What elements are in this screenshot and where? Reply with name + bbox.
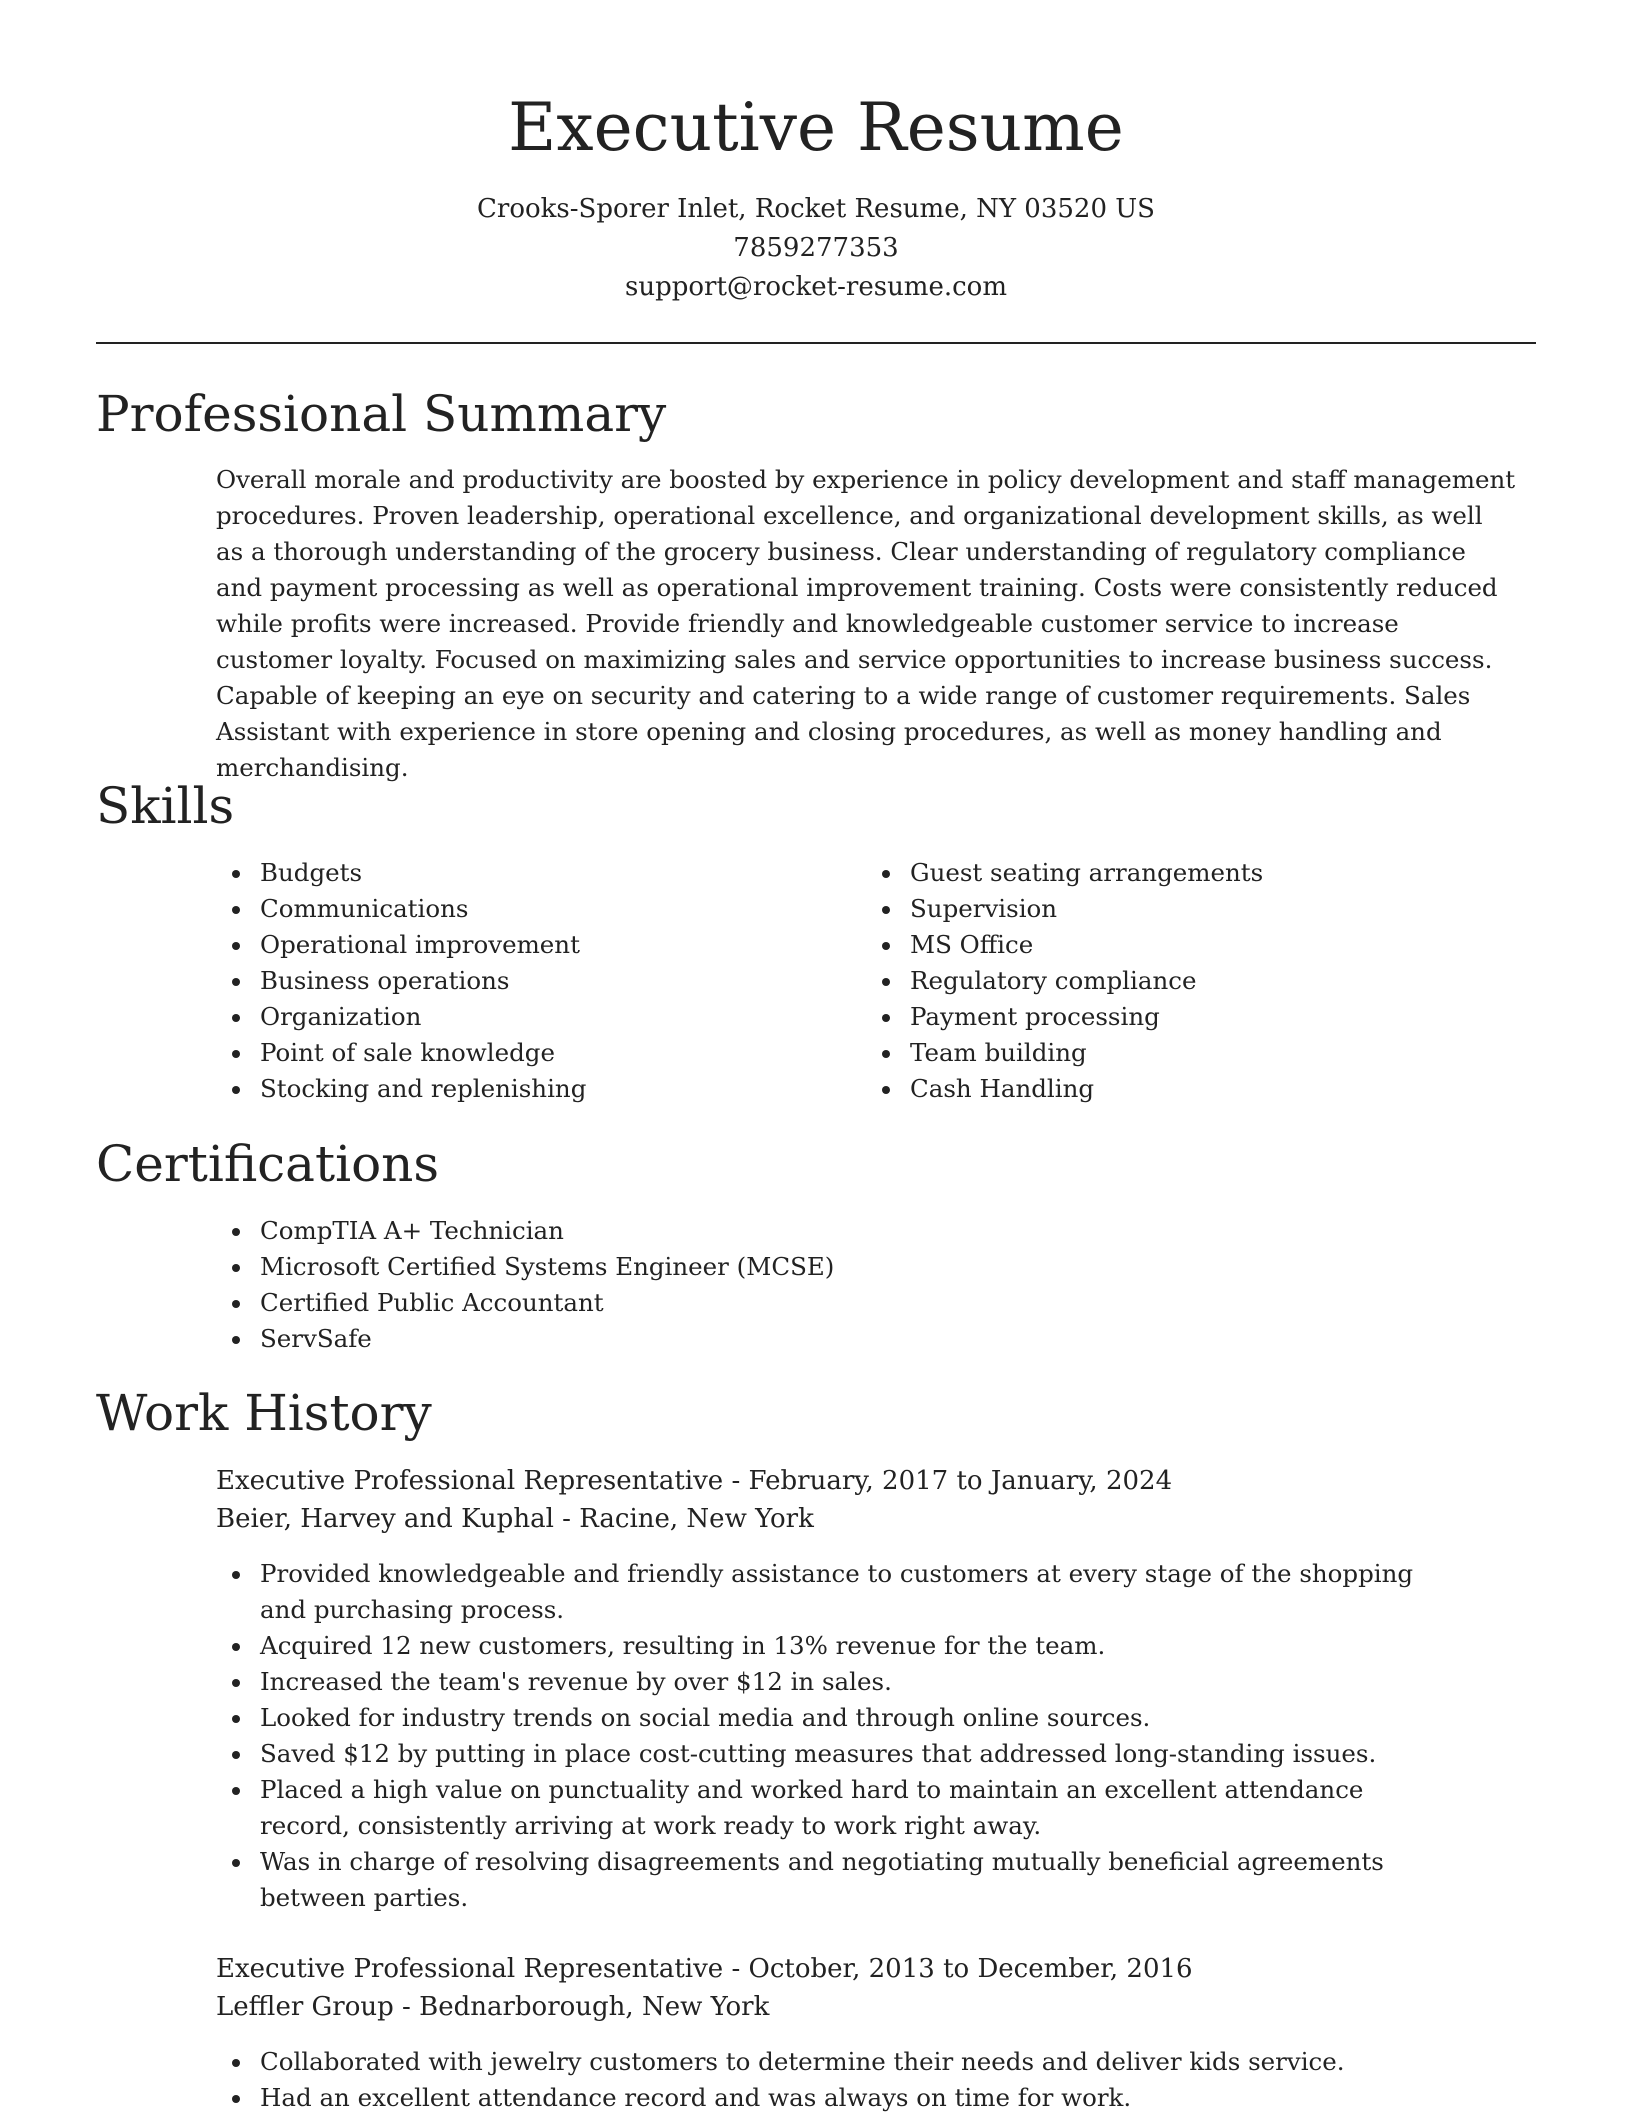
list-item: Looked for industry trends on social media and through online sources.: [216, 1700, 1456, 1736]
job-title-line: Executive Professional Representative - February, 2017 to January, 2024: [216, 1466, 1173, 1496]
summary-text: Overall morale and productivity are boosted by experience in policy development and staff management procedures. Proven leadership, operational excellence, and organizational development skills, as well as a thorough understanding of the grocery business. Clear understanding of regulatory compliance and payment processing as well as operational improvement training. Costs were consistently reduced while profits were increased. Provide friendly and knowledgeable customer service to increase customer loyalty. Focused on maximizing sales and service opportunities to increase business success. Capable of keeping an eye on security and catering to a wide range of customer requirements. Sales Assistant with experience in store opening and closing procedures, as well as money handling and merchandising.: [216, 465, 1516, 782]
summary-heading: Professional Summary: [96, 385, 667, 443]
list-item: Guest seating arrangements: [866, 855, 1506, 891]
list-item: ServSafe: [216, 1321, 1516, 1357]
job-company: Beier, Harvey and Kuphal: [216, 1504, 554, 1534]
list-item: Point of sale knowledge: [216, 1035, 856, 1071]
contact-info: [0, 190, 1632, 307]
job-dates: October, 2013 to December, 2016: [748, 1954, 1193, 1984]
certifications-list: [216, 1213, 1516, 1357]
job-role: Executive Professional Representative: [216, 1466, 724, 1496]
list-item: Supervision: [866, 891, 1506, 927]
email: support@rocket-resume.com: [624, 272, 1007, 302]
skills-list-left: [216, 855, 856, 1107]
list-item: Regulatory compliance: [866, 963, 1506, 999]
list-item: Was in charge of resolving disagreements and negotiating mutually beneficial agreements between parties.: [216, 1844, 1456, 1916]
skills-heading: Skills: [96, 777, 235, 835]
job-duties-list: [216, 1556, 1456, 1916]
phone: 7859277353: [733, 233, 899, 263]
list-item: Collaborated with jewelry customers to determine their needs and deliver kids service.: [216, 2044, 1456, 2080]
resume-header: [0, 0, 1632, 307]
address: Crooks-Sporer Inlet, Rocket Resume, NY 03520 US: [477, 194, 1155, 224]
list-item: Team building: [866, 1035, 1506, 1071]
list-item: Microsoft Certified Systems Engineer (MCSE): [216, 1249, 1516, 1285]
list-item: Operational improvement: [216, 927, 856, 963]
list-item: Organization: [216, 999, 856, 1035]
job-duties-list: [216, 2044, 1456, 2116]
job-company: Leffler Group: [216, 1992, 394, 2022]
list-item: Payment processing: [866, 999, 1506, 1035]
job-role: Executive Professional Representative: [216, 1954, 724, 1984]
list-item: Communications: [216, 891, 856, 927]
list-item: Saved $12 by putting in place cost-cutting measures that addressed long-standing issues.: [216, 1736, 1456, 1772]
skills-list-right: [866, 855, 1506, 1107]
list-item: Provided knowledgeable and friendly assistance to customers at every stage of the shopping and purchasing process.: [216, 1556, 1456, 1628]
header-divider: [96, 342, 1536, 344]
job-company-line: Beier, Harvey and Kuphal - Racine, New York: [216, 1504, 814, 1534]
job-location: Bednarborough, New York: [419, 1992, 770, 2022]
list-item: Certified Public Accountant: [216, 1285, 1516, 1321]
list-item: Cash Handling: [866, 1071, 1506, 1107]
job-company-line: Leffler Group - Bednarborough, New York: [216, 1992, 770, 2022]
work-history-heading: Work History: [96, 1384, 432, 1442]
list-item: MS Office: [866, 927, 1506, 963]
job-dates: February, 2017 to January, 2024: [748, 1466, 1173, 1496]
list-item: Had an excellent attendance record and was always on time for work.: [216, 2080, 1456, 2116]
list-item: Budgets: [216, 855, 856, 891]
job-title-line: Executive Professional Representative - October, 2013 to December, 2016: [216, 1954, 1193, 1984]
certifications-heading: Certifications: [96, 1135, 440, 1193]
list-item: Stocking and replenishing: [216, 1071, 856, 1107]
list-item: Increased the team's revenue by over $12 in sales.: [216, 1664, 1456, 1700]
job-location: Racine, New York: [579, 1504, 814, 1534]
list-item: Business operations: [216, 963, 856, 999]
list-item: Acquired 12 new customers, resulting in 13% revenue for the team.: [216, 1628, 1456, 1664]
list-item: Placed a high value on punctuality and worked hard to maintain an excellent attendance record, consistently arriving at work ready to work right away.: [216, 1772, 1456, 1844]
resume-title: Executive Resume: [508, 89, 1124, 166]
list-item: CompTIA A+ Technician: [216, 1213, 1516, 1249]
